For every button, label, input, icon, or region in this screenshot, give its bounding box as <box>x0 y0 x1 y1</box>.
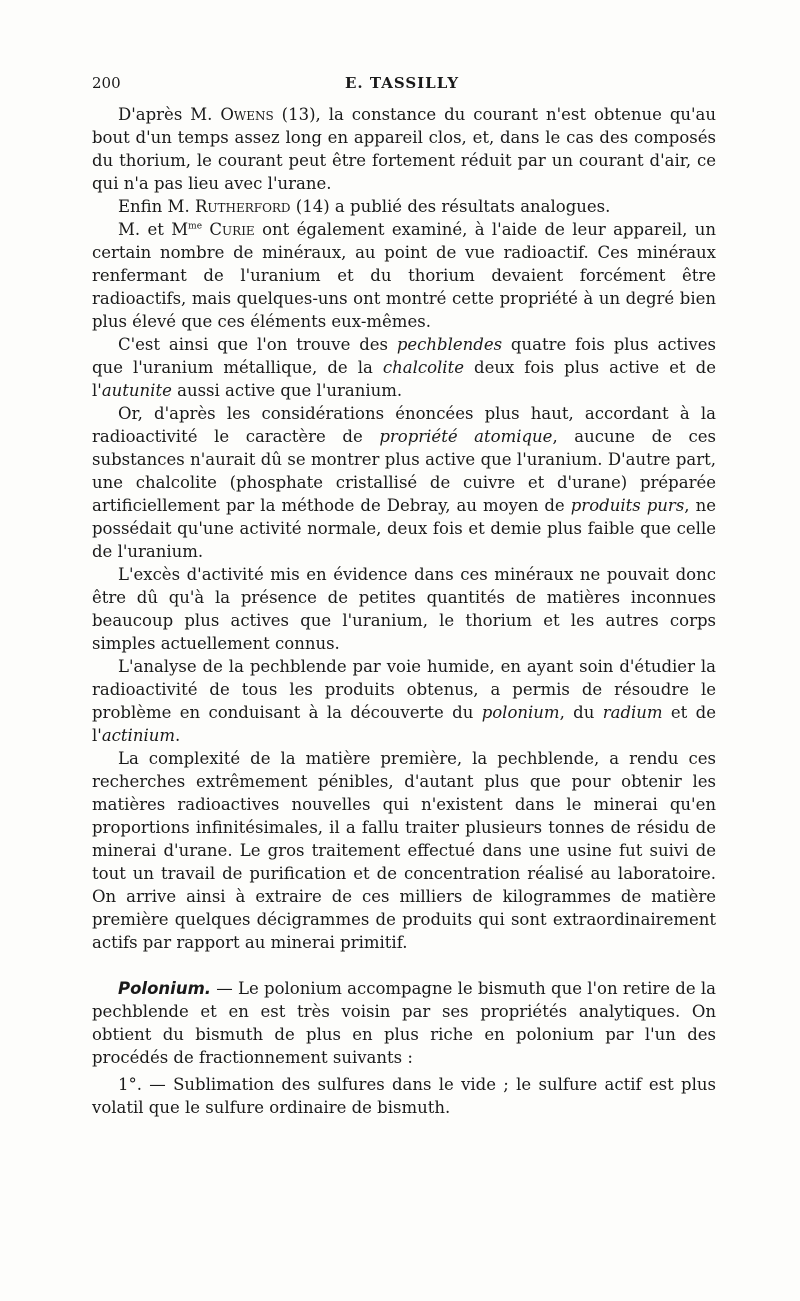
text-run: ont également examiné, à l'aide de leur appareil, un certain nombre de minéraux, au point de vue radioactif. Ces minéraux renfermant de l'uranium et du thorium devaient forcément être radioactifs, mais quelques-uns ont montré cette propriété à un degré bien plus élevé que ces éléments eux-mêmes. <box>92 220 717 331</box>
author-name-owens: Owens <box>220 105 274 124</box>
author-name-rutherford: Rutherford <box>194 197 291 216</box>
running-head-author: E. TASSILLY <box>344 74 460 92</box>
superscript-me: me <box>188 221 203 232</box>
text-run: D'après M. <box>118 105 221 124</box>
text-run: (14) a publié des résultats analogues. <box>290 197 611 216</box>
paragraph-complexity <box>92 747 716 954</box>
page-number: 200 <box>92 74 121 92</box>
text-run: Or, d'après les considérations énoncées plus haut, accordant à la radioactivité le caractère de <box>92 404 716 446</box>
paragraph-atomic-property <box>92 402 716 563</box>
text-run: (13), la constance du courant n'est obtenue qu'au bout d'un temps assez long en appareil clos, et, dans le cas des composés du thorium, le courant peut être fortement réduit par un courant d'air, ce qui n'a pas lieu avec l'urane. <box>92 105 717 193</box>
enumeration-item-1 <box>92 1073 716 1119</box>
text-run: , ne possédait qu'une activité normale, deux fois et demie plus faible que celle de l'uranium. <box>92 496 716 561</box>
body-text <box>92 103 716 1119</box>
term-chalcolite: chalcolite <box>382 358 464 377</box>
term-polonium: polonium <box>481 703 560 722</box>
term-produits-purs: produits purs <box>570 496 685 515</box>
author-name-curie: Curie <box>209 220 255 239</box>
text-run: — Le polonium accompagne le bismuth que l'on retire de la pechblende et en est très voisin par ses propriétés analytiques. On obtient du bismuth de plus en plus riche en polonium par l'un des procédés de fractionnement suivants : <box>92 979 716 1067</box>
text-run: quatre fois plus actives que l'uranium métallique, de la <box>92 335 717 377</box>
text-run: L'analyse de la pechblende par voie humide, en ayant soin d'étudier la radioactivité de tous les produits obtenus, a permis de résoudre le problème en conduisant à la découverte du <box>92 657 716 722</box>
text-run: — Sublimation des sulfures dans le vide ; le sulfure actif est plus volatil que le sulfure ordinaire de bismuth. <box>92 1075 716 1117</box>
text-run: . <box>175 726 181 745</box>
paragraph-excess-activity <box>92 563 716 655</box>
term-propriete-atomique: propriété atomique <box>379 427 553 446</box>
text-run: , du <box>559 703 603 722</box>
text-run: Enfin M. <box>118 197 195 216</box>
text-run: La complexité de la matière première, la pechblende, a rendu ces recherches extrêmement pénibles, d'autant plus que pour obtenir les matières radioactives nouvelles qui n'existent dans le minerai qu'en proportions infinitésimales, il a fallu traiter plusieurs tonnes de résidu de minerai d'urane. Le gros traitement effectué dans une usine fut suivi de tout un travail de purification et de concentration réalisé au laboratoire. On arrive ainsi à extraire de ces milliers de kilogrammes de matière première quelques décigrammes de produits qui sont extraordinairement actifs par rapport au minerai primitif. <box>92 749 716 952</box>
section-polonium <box>92 977 716 1069</box>
running-head <box>92 74 712 96</box>
term-pechblendes: pechblendes <box>396 335 503 354</box>
term-autunite: autunite <box>101 381 172 400</box>
paragraph-curie <box>92 218 716 333</box>
paragraph-owens <box>92 103 716 195</box>
paragraph-rutherford <box>92 195 716 218</box>
text-run: aussi active que l'uranium. <box>171 381 403 400</box>
text-run: L'excès d'activité mis en évidence dans ces minéraux ne pouvait donc être dû qu'à la présence de petites quantités de matières inconnues beaucoup plus actives que l'uranium, le thorium et les autres corps simples actuellement connus. <box>92 565 716 653</box>
term-radium: radium <box>602 703 663 722</box>
text-run: M. et M <box>118 220 189 239</box>
enumeration-marker: 1°. <box>118 1075 142 1094</box>
text-run: et de l' <box>92 703 716 745</box>
section-heading-polonium: Polonium. <box>118 979 212 998</box>
term-actinium: actinium <box>101 726 175 745</box>
paragraph-analysis <box>92 655 716 747</box>
text-run: deux fois plus active et de l' <box>92 358 716 400</box>
paragraph-minerals <box>92 333 716 402</box>
text-run: , aucune de ces substances n'aurait dû se montrer plus active que l'uranium. D'autre part, une chalcolite (phosphate cristallisé de cuivre et d'urane) préparée artificiellement par la méthode de Debray, au moyen de <box>92 427 716 515</box>
text-run: C'est ainsi que l'on trouve des <box>118 335 397 354</box>
